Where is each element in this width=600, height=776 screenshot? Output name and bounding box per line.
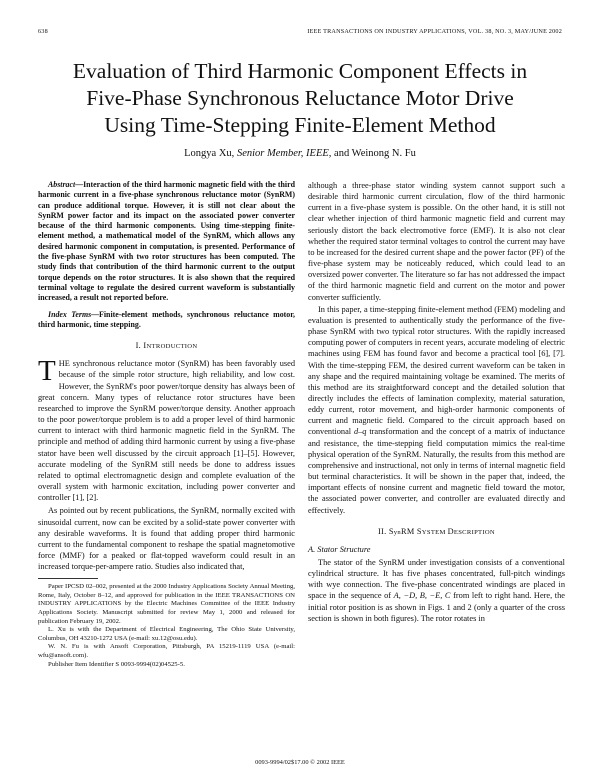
dq-transform: d–q <box>353 427 367 437</box>
page-number: 638 <box>38 28 48 35</box>
intro-paragraph: As pointed out by recent publications, the SynRM, normally excited with sinusoidal current, now can be excited by a solid-state power converter with any desirable waveforms. It is found that adding proper third harmonic current to the fundamental component to reshape the spatial magnetomotive force (MMF) for a peaked or flat-topped waveform could result in an increased torque-per-ampere ratio. Studies also indicated that, <box>38 506 295 572</box>
title-line: Evaluation of Third Harmonic Component Effects in <box>72 59 528 83</box>
phase-sequence: A, −D, B, −E, C <box>393 591 451 601</box>
index-terms <box>38 310 295 331</box>
body-paragraph: although a three-phase stator winding system cannot support such a desirable third harmonic current circulation, flow of the third harmonic current in a five-phase system is possible. On the other hand, it is still not clear whether injection of third harmonic magnetic field and current may seriously distort the back electromotive force (EMF). It is also not clear whether the required stator terminal voltages to control the current may have to be increased for the desired current shape and the power factor (PF) of the five-phase system may be noticeably reduced, which could lead to an oversized power converter. The literature so far has not addressed the impact of the third harmonic magnetic field and current on the motor and power converter sufficiently. <box>308 181 565 302</box>
abstract-label: Abstract <box>48 180 76 189</box>
abstract-text: —Interaction of the third harmonic magnetic field with the third harmonic current in a five-phase synchronous reluctance motor (SynRM) can produce additional torque. However, it is still not clear about the SynRM power factor and its impact on the associated power converter because of the third harmonic components. Using time-stepping finite-element method, a mathematical model of the SynRM, which allows any desired harmonic component in computation, is presented. Performance of the five-phase SynRM with two rotor structures has been computed. The study finds that contribution of the third harmonic current to the output torque depends on the rotor structures. It is also shown that the required terminal voltage to regulate the desired current waveform is substantially increased, a result not reported before. <box>38 180 295 303</box>
drop-cap: T <box>38 355 56 388</box>
footnote: W. N. Fu is with Ansoft Corporation, Pittsburgh, PA 15219-1119 USA (e-mail: wfu@ansoft.com). <box>38 643 295 660</box>
footnote: L. Xu is with the Department of Electrical Engineering, The Ohio State University, Columbus, OH 43210-1272 USA (e-mail: xu.12@osu.edu). <box>38 626 295 642</box>
author-name: Longya Xu, <box>184 148 235 159</box>
subsection-heading: A. Stator Structure <box>308 544 371 554</box>
title-line: Using Time-Stepping Finite-Element Method <box>104 113 496 137</box>
intro-paragraph: THE synchronous reluctance motor (SynRM) has been favorably used because of the simple rotor structure, high reliability, and low cost. However, the SynRM's poor power/torque density has always been of great concern. Many types of reluctance rotor structures have been researched to improve the SynRM power/torque density. Another approach to the poor power/torque problem is to add a proper level of third harmonic current to interact with third harmonic magnetic field in the SynRM. The principle and method of adding third harmonic current by using a five-phase stator have been well discussed by the circuit approach [1]–[5]. However, accurate modeling of the SynRM still needs be done to address issues related to optimal electromagnetic design and complete evaluation of the overall system with harmonic excitation, including power converter and controller [1], [2]. <box>38 355 295 503</box>
right-column <box>308 180 565 624</box>
body-paragraph: In this paper, a time-stepping finite-element method (FEM) modeling and evaluation is presented to authentically study the performance of the five-phase SynRM with two typical rotor structures. With the rapidly increased computing power of computers in recent years, accurate modeling of electric machines using FEM has found favor and become a practical tool [6], [7]. With the time-stepping FEM, the desired current waveform can be taken in any shape and the required maintaining voltage be examined. The merits of this method are its straightforward concept and the detailed solution that directly includes the effects of lamination complexity, material saturation, eddy current, rotor movement, and high-order harmonic components of current and magnetic field. Compared to the circuit approach based on conventional d–q transformation and the concept of a matrix of inductance and resistance, the time-stepping field computation mimics the real-time physical operation of the SynRM. Naturally, the results from this method are comprehensive and instructional, not only in terms of internal magnetic field but terminal characteristics. It will be shown in the paper that, indeed, the important effects of nonsine current and magnetic field toward the motor, the associated power converter, and controller are evaluated directly and effectively. <box>308 304 565 515</box>
index-terms-label: Index Terms <box>48 309 92 319</box>
abstract <box>38 180 295 304</box>
copyright-footer: 0093-9994/02$17.00 © 2002 IEEE <box>255 759 345 766</box>
footnote: Publisher Item Identifier S 0093-9994(02)04525-5. <box>48 660 185 668</box>
title-line: Five-Phase Synchronous Reluctance Motor Drive <box>86 86 514 110</box>
running-head <box>38 28 562 38</box>
section-heading-introduction: I. INTRODUCTION <box>135 341 198 351</box>
footnotes <box>38 583 295 669</box>
footnote: Paper IPCSD 02–002, presented at the 2000 Industry Applications Society Annual Meeting, Rome, Italy, October 8–12, and approved for publication in the IEEE TRANSACTIONS ON INDUSTRY APPLICATIONS by the Electric Machines Committee of the IEEE Industry Applications Society. Manuscript submitted for review May 1, 2000 and released for publication February 19, 2002. <box>38 583 295 625</box>
section-heading-synrm: II. SynRM SYSTEM DESCRIPTION <box>377 526 495 536</box>
body-paragraph: The stator of the SynRM under investigation consists of a conventional cylindrical structure. It has five phases concentrated, full-pitch windings with wye connection. The five-phase concentrated windings are placed in space in the sequence of A, −D, B, −E, C from left to right hand. Here, the initial rotor position is as shown in Figs. 1 and 2 (only a quarter of the cross section is shown in both figures). The rotor rotates in <box>308 558 565 623</box>
paper-title <box>20 58 580 139</box>
journal-name: IEEE TRANSACTIONS ON INDUSTRY APPLICATIONS, VOL. 38, NO. 3, MAY/JUNE 2002 <box>307 28 562 35</box>
left-column <box>38 180 295 669</box>
footnote-divider <box>38 578 98 579</box>
author-line <box>20 148 580 159</box>
author-name: and Weinong N. Fu <box>334 148 416 159</box>
index-terms-text: —Finite-element methods, synchronous reluctance motor, third harmonic, time stepping. <box>38 309 295 329</box>
author-membership: Senior Member, IEEE, <box>236 148 332 159</box>
